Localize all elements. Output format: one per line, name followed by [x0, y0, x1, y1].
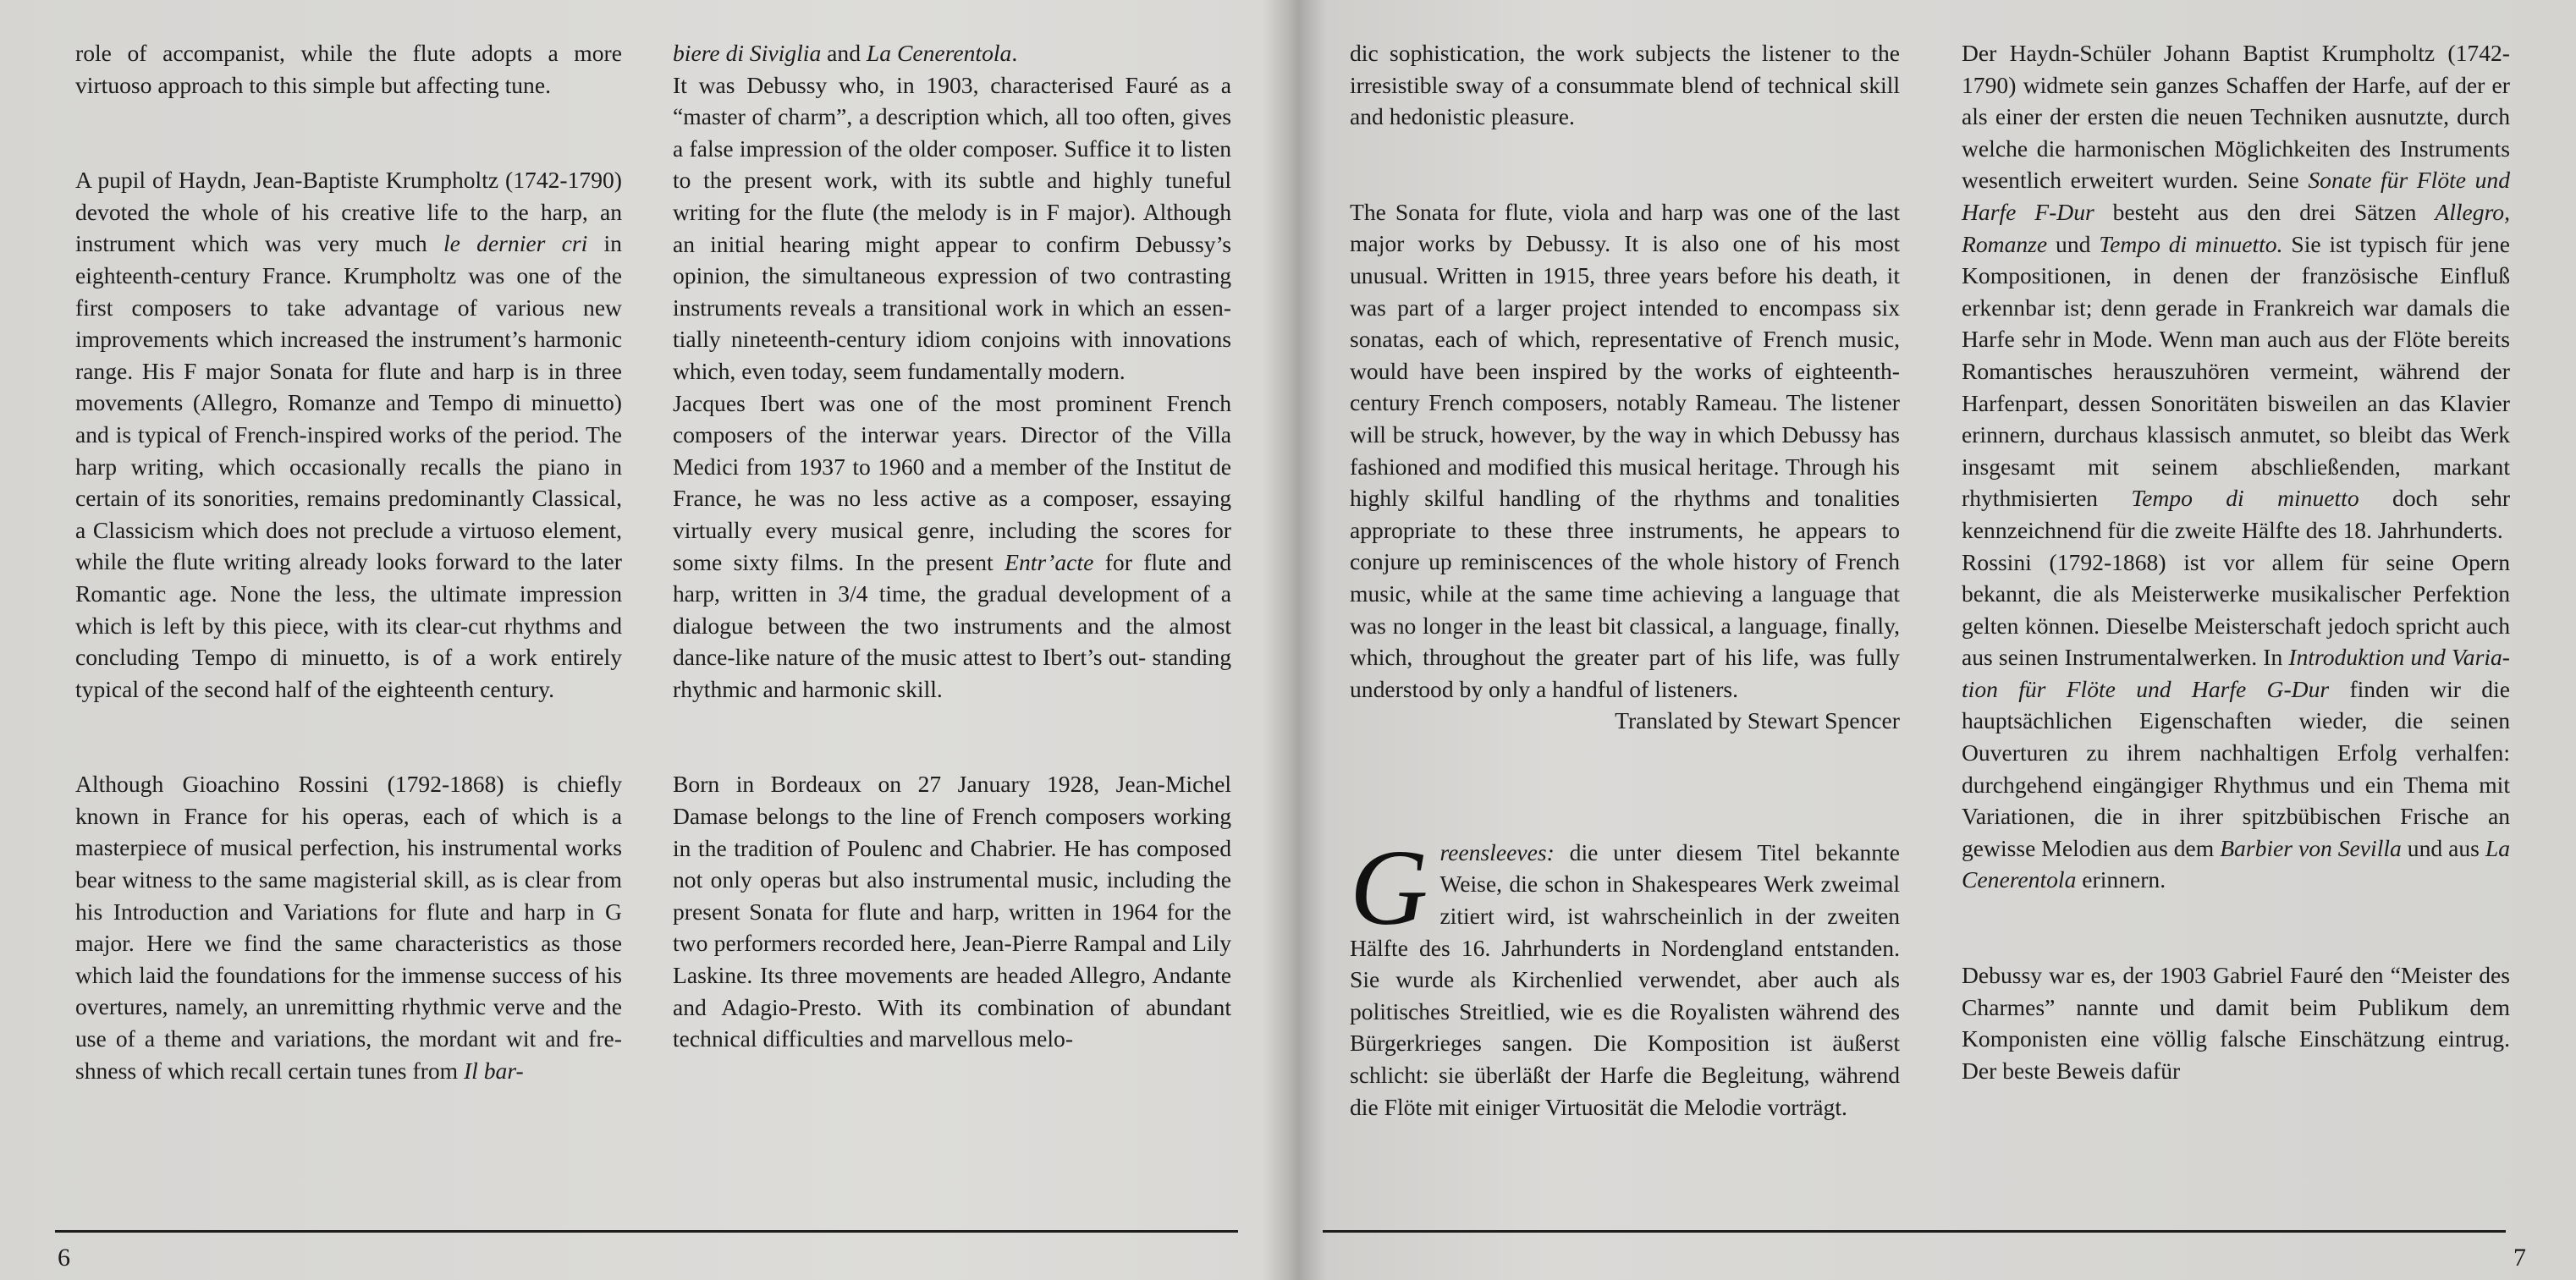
- paragraph-damase: Born in Bordeaux on 27 January 1928, Jean-Michel Damase belongs to the line of French composers working in the tradition of Poulenc and Chabrier. He has composed not only operas but also instrumental music, including the present Sonata for flute and harp, written in 1964 for the two performers recorded here, Jean-Pierre Rampal and Lily Laskine. Its three movements are headed Allegro, Andante and Adagio-Presto. With its combination of abundant technical difficulties and marvellous melo-: [673, 771, 1231, 1052]
- left-page-column-1: [75, 37, 622, 1086]
- paragraph-faure: It was Debussy who, in 1903, characterised Fauré as a “master of charm”, a description which, all too often, gives a false impression of the older composer. Suffice it to listen to the present work, with its subtle and highly tuneful writing for the flute (the melody is in F major). Although an initial hearing might appear to confirm Debussy’s opinion, the simultaneous expression of two contrasting instruments reveals a transitional work in which an essentially nineteenth-century idiom conjoins with innovations which, even today, seem fundamentally modern.: [673, 71, 1231, 384]
- paragraph: role of accompanist, while the flute adopts a more virtuoso approach to this simple but affecting tune.: [75, 40, 622, 98]
- paragraph-rossini-de: Rossini (1792-1868) ist vor allem für seine Opern bekannt, die als Meisterwerke musikalischer Perfektion gelten können. Dieselbe Meisterschaft jedoch spricht auch aus seinen Instrumentalwerken. In Introduktion und Variation für Flöte und Harfe G-Dur finden wir die hauptsächlichen Eigenschaften wieder, die seinen Ouverturen zu ihrem nachhaltigen Erfolg verhalfen: durchgehend eingängiger Rhythmus und ein Thema mit Variationen, die in ihrer spitzbübischen Frische an gewisse Melodien aus dem Barbier von Sevilla und aus La Cenerentola erinnern.: [1962, 548, 2511, 893]
- right-page: [1294, 0, 2576, 1280]
- paragraph-greensleeves: Greensleeves: die unter diesem Titel bekannte Weise, die schon in Shakespeares Werk zweimal zitiert wird, ist wahrscheinlich in der zweiten Hälfte des 16. Jahrhunderts in Nordengland entstanden. Sie wurde als Kirchenlied verwendet, aber auch als politisches Streitlied, wie es die Royalisten während des Bürgerkrieges sangen. Die Komposition ist äußerst schlicht: sie überläßt der Harfe die Begleitung, während die Flöte mit einiger Virtuosität die Melodie vorträgt.: [1350, 827, 1900, 1120]
- left-page-column-2: [673, 37, 1231, 1055]
- drop-cap: G: [1350, 827, 1428, 948]
- paragraph-ibert: Jacques Ibert was one of the most prominent French composers of the interwar years. Director of the Villa Medici from 1937 to 1960 and a member of the Institut de France, he was no less active as a composer, essaying virtually every musical genre, including the scores for some sixty films. In the present Entr’acte for flute and harp, written in 3/4 time, the gradual development of a dialogue between the two instruments and the almost dance-like nature of the music attest to Ibert’s out- standing rhythmic and harmonic skill.: [673, 389, 1232, 702]
- paragraph-krumpholtz: A pupil of Haydn, Jean-Baptiste Krumpholtz (1742-1790) devoted the whole of his creative life to the harp, an instrument which was very much le dernier cri in eighteenth-century France. Krumpholtz was one of the first composers to take advantage of various new improvements which increased the instrument’s harmonic range. His F major Sonata for flute and harp is in three movements (Allegro, Romanze and Tempo di minuetto) and is typical of French-inspired works of the period. The harp writing, which occasionally recalls the piano in certain of its sonorities, remains predominantly Classical, a Classicism which does not preclude a virtuoso element, while the flute writing already looks forward to the later Romantic age. None the less, the ultimate impression which is left by this piece, with its clear-cut rhythms and concluding Tempo di minuetto, is of a work entirely typical of the second half of the eighteenth century.: [75, 167, 622, 702]
- right-page-column-2: [1962, 37, 2510, 1086]
- left-page: [0, 0, 1282, 1280]
- paragraph: biere di Siviglia and La Cenerentola.: [673, 40, 1018, 66]
- translator-credit: Translated by Stewart Spencer: [1615, 707, 1900, 734]
- paragraph: dic sophistication, the work subjects the listener to the irresistible sway of a consummate blend of technical skill and hedonistic pleasure.: [1350, 40, 1900, 130]
- paragraph-krumpholtz-de: Der Haydn-Schüler Johann Baptist Krumpholtz (1742-1790) widmete sein ganzes Schaffen der Harfe, auf der er als einer der ersten die neuen Techniken ausnutzte, durch welche die harmonischen Möglichkeiten des Instruments wesentlich erweitert wurden. Seine Sonate für Flöte und Harfe F-Dur besteht aus den drei Sätzen Allegro, Romanze und Tempo di minuetto. Sie ist typisch für jene Kompositionen, in denen der französische Einfluß erkennbar ist; denn gerade in Frankreich war damals die Harfe sehr in Mode. Wenn man auch aus der Flöte bereits Romantisches herauszuhören vermeint, während der Harfenpart, dessen Sonoritäten bisweilen an das Klavier erinnern, durchaus klassisch anmutet, so bleibt das Werk insgesamt mit seinem abschließenden, markant rhythmisierten Tempo di minuetto doch sehr kennzeichnend für die zweite Hälfte des 18. Jahrhunderts.: [1962, 40, 2511, 543]
- page-number: 6: [58, 1244, 70, 1272]
- paragraph-debussy-sonata: The Sonata for flute, viola and harp was one of the last major works by Debussy. It is also one of his most unusual. Written in 1915, three years before his death, it was part of a larger project intended to encompass six sonatas, each of which, representative of French music, would have been inspired by the works of eighteenth-century French composers, notably Rameau. The listener will be struck, however, by the way in which Debussy has fashioned and modified this musical heritage. Through his highly skilful handling of the rhythms and tonalities appropriate to these three instruments, he appears to conjure up reminiscences of the whole history of French music, while at the same time achieving a language that was no longer in the least bit classical, a language, finally, which, throughout the greater part of his life, was fully understood by only a handful of listeners.: [1350, 198, 1900, 702]
- paragraph-debussy-de: Debussy war es, der 1903 Gabriel Fauré den “Meister des Charmes” nannte und damit beim Publikum dem Komponisten eine völlig falsche Einschätzung eintrug. Der beste Beweis dafür: [1962, 962, 2510, 1084]
- footer-rule: [1323, 1230, 2506, 1233]
- page-number: 7: [2513, 1244, 2526, 1272]
- right-page-column-1: [1350, 37, 1900, 1123]
- paragraph-rossini: Although Gioachino Rossini (1792-1868) is chiefly known in France for his operas, each of which is a masterpiece of musical perfection, his instrumental works bear witness to the same magisterial skill, as is clear from his Introduction and Variations for flute and harp in G major. Here we find the same characteristics as those which laid the foundations for the immense success of his overtures, namely, an unremitting rhythmic verve and the use of a theme and variations, the mordant wit and freshness of which recall certain tunes from Il bar-: [75, 771, 622, 1084]
- footer-rule: [55, 1230, 1238, 1233]
